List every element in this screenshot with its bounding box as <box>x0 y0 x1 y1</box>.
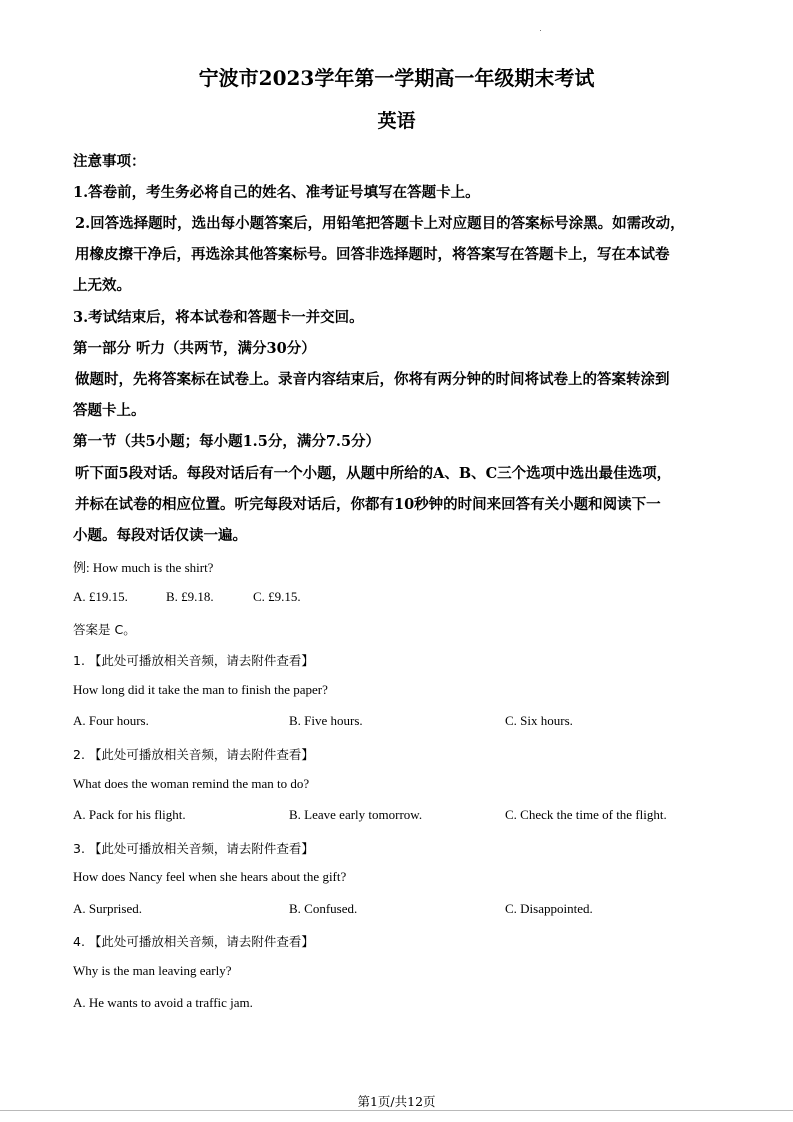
q3-audio-link[interactable]: 3. 【此处可播放相关音频，请去附件查看】 <box>73 841 314 856</box>
example-option-b: B. £9.18. <box>166 589 214 604</box>
q4-question: Why is the man leaving early? <box>73 963 232 978</box>
q2-option-a: A. Pack for his flight. <box>73 807 186 822</box>
q2-audio-link[interactable]: 2. 【此处可播放相关音频，请去附件查看】 <box>73 747 314 762</box>
footer-divider <box>0 1110 793 1111</box>
part1-heading: 第一部分 听力（共两节，满分30分） <box>73 340 316 357</box>
q4-option-a: A. He wants to avoid a traffic jam. <box>73 995 253 1010</box>
exam-title: 宁波市2023学年第一学期高一年级期末考试 <box>198 66 595 90</box>
q3-option-a: A. Surprised. <box>73 901 142 916</box>
q2-question: What does the woman remind the man to do? <box>73 776 310 791</box>
notice-item-1: 1.答卷前，考生务必将自己的姓名、准考证号填写在答题卡上。 <box>73 184 480 201</box>
notice-item-2-line-2: 用橡皮擦干净后，再选涂其他答案标号。回答非选择题时，将答案写在答题卡上，写在本试卷 <box>75 246 670 263</box>
q2-option-c: C. Check the time of the flight. <box>505 807 667 822</box>
q1-option-b: B. Five hours. <box>289 713 363 728</box>
notice-heading: 注意事项： <box>73 153 146 170</box>
example-answer: 答案是 C。 <box>73 622 136 637</box>
q1-audio-link[interactable]: 1. 【此处可播放相关音频，请去附件查看】 <box>73 653 314 668</box>
example-question: 例: How much is the shirt? <box>73 560 214 575</box>
section1-instruction-line-1: 听下面5段对话。每段对话后有一个小题，从题中所给的A、B、C三个选项中选出最佳选项， <box>75 465 672 482</box>
notice-item-2-line-1: 2.回答选择题时，选出每小题答案后，用铅笔把答题卡上对应题目的答案标号涂黑。如需改动， <box>75 215 685 232</box>
q3-option-b: B. Confused. <box>289 901 358 916</box>
q1-option-a: A. Four hours. <box>73 713 149 728</box>
q1-option-c: C. Six hours. <box>505 713 573 728</box>
scan-dot <box>540 30 541 31</box>
section1-heading: 第一节（共5小题；每小题1.5分，满分7.5分） <box>73 433 381 450</box>
notice-item-2-line-3: 上无效。 <box>73 277 131 294</box>
notice-item-3: 3.考试结束后，将本试卷和答题卡一并交回。 <box>73 309 364 326</box>
example-option-c: C. £9.15. <box>253 589 301 604</box>
exam-subject: 英语 <box>377 110 416 132</box>
q4-audio-link[interactable]: 4. 【此处可播放相关音频，请去附件查看】 <box>73 934 314 949</box>
example-option-a: A. £19.15. <box>73 589 128 604</box>
q1-question: How long did it take the man to finish the paper? <box>73 682 328 697</box>
part1-instruction-line-2: 答题卡上。 <box>73 402 146 419</box>
q2-option-b: B. Leave early tomorrow. <box>289 807 423 822</box>
section1-instruction-line-3: 小题。每段对话仅读一遍。 <box>73 527 247 544</box>
page-number: 第1页/共12页 <box>357 1094 436 1109</box>
q3-option-c: C. Disappointed. <box>505 901 593 916</box>
q3-question: How does Nancy feel when she hears about the gift? <box>73 869 347 884</box>
section1-instruction-line-2: 并标在试卷的相应位置。听完每段对话后，你都有10秒钟的时间来回答有关小题和阅读下一 <box>75 496 661 513</box>
part1-instruction-line-1: 做题时，先将答案标在试卷上。录音内容结束后，你将有两分钟的时间将试卷上的答案转涂到 <box>75 371 670 388</box>
